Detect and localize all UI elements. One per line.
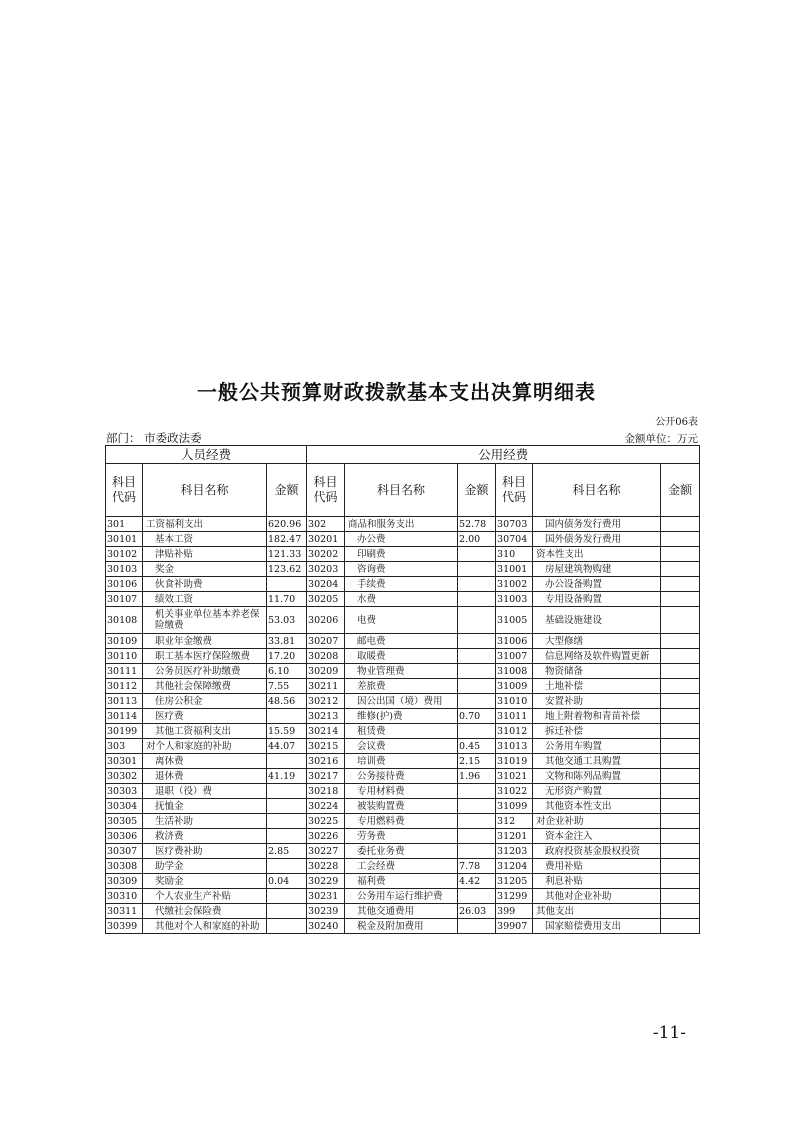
subject-name-cell: 奖金 — [143, 562, 267, 577]
amount-cell: 11.70 — [267, 592, 307, 607]
table-row — [106, 577, 700, 592]
amount-cell — [661, 739, 700, 754]
amount-cell — [458, 814, 496, 829]
subject-code-cell: 31203 — [496, 844, 533, 859]
subject-name-cell: 资本性支出 — [533, 547, 661, 562]
subject-name-cell: 物业管理费 — [345, 664, 458, 679]
amount-cell — [267, 709, 307, 724]
subject-name-cell: 国内债务发行费用 — [533, 517, 661, 532]
subject-code-cell: 30301 — [106, 754, 143, 769]
subject-name-cell: 国外债务发行费用 — [533, 532, 661, 547]
amount-cell — [267, 904, 307, 919]
amount-cell — [267, 829, 307, 844]
subject-code-cell: 31003 — [496, 592, 533, 607]
subject-code-cell: 31019 — [496, 754, 533, 769]
subject-code-cell: 30304 — [106, 799, 143, 814]
amount-cell: 41.19 — [267, 769, 307, 784]
subject-name-cell: 公务用车购置 — [533, 739, 661, 754]
subject-name-cell: 专用燃料费 — [345, 814, 458, 829]
subject-code-cell: 30209 — [307, 664, 345, 679]
subject-name-cell: 工会经费 — [345, 859, 458, 874]
subject-code-cell: 30217 — [307, 769, 345, 784]
subject-name-cell: 国家赔偿费用支出 — [533, 919, 661, 934]
subject-code-cell: 30109 — [106, 634, 143, 649]
subject-code-cell: 30212 — [307, 694, 345, 709]
amount-cell: 17.20 — [267, 649, 307, 664]
subject-code-cell: 30302 — [106, 769, 143, 784]
amount-cell: 0.45 — [458, 739, 496, 754]
subject-code-cell: 31201 — [496, 829, 533, 844]
subject-name-cell: 公务用车运行维护费 — [345, 889, 458, 904]
subject-code-cell: 30310 — [106, 889, 143, 904]
subject-code-cell: 30112 — [106, 679, 143, 694]
subject-name-cell: 印刷费 — [345, 547, 458, 562]
amount-cell — [661, 679, 700, 694]
subject-code-cell: 30108 — [106, 607, 143, 634]
amount-cell — [458, 829, 496, 844]
subject-code-cell: 303 — [106, 739, 143, 754]
column-header-row — [106, 464, 700, 517]
amount-cell — [267, 814, 307, 829]
amount-cell — [661, 769, 700, 784]
subject-name-cell: 办公设备购置 — [533, 577, 661, 592]
subject-code-cell: 30199 — [106, 724, 143, 739]
amount-cell — [267, 889, 307, 904]
table-row — [106, 562, 700, 577]
table-row — [106, 592, 700, 607]
amount-cell: 2.15 — [458, 754, 496, 769]
subject-name-cell: 劳务费 — [345, 829, 458, 844]
subject-name-cell: 个人农业生产补贴 — [143, 889, 267, 904]
subject-name-cell: 税金及附加费用 — [345, 919, 458, 934]
amount-cell — [267, 799, 307, 814]
subject-code-cell: 30110 — [106, 649, 143, 664]
amount-header: 金额 — [458, 464, 496, 517]
table-row — [106, 889, 700, 904]
amount-cell — [661, 889, 700, 904]
subject-code-cell: 30203 — [307, 562, 345, 577]
table-row — [106, 607, 700, 634]
table-row — [106, 517, 700, 532]
subject-name-cell: 水费 — [345, 592, 458, 607]
subject-code-cell: 30103 — [106, 562, 143, 577]
subject-name-cell: 拆迁补偿 — [533, 724, 661, 739]
subject-code-cell: 30216 — [307, 754, 345, 769]
subject-name-cell: 委托业务费 — [345, 844, 458, 859]
subject-name-cell: 费用补贴 — [533, 859, 661, 874]
subject-code-cell: 30101 — [106, 532, 143, 547]
amount-header: 金额 — [267, 464, 307, 517]
amount-cell: 123.62 — [267, 562, 307, 577]
amount-cell: 44.07 — [267, 739, 307, 754]
subject-code-cell: 31006 — [496, 634, 533, 649]
table-row — [106, 739, 700, 754]
subject-code-cell: 31204 — [496, 859, 533, 874]
table-row — [106, 547, 700, 562]
subject-code-cell: 30211 — [307, 679, 345, 694]
subject-code-cell: 30201 — [307, 532, 345, 547]
amount-cell: 121.33 — [267, 547, 307, 562]
subject-name-cell: 会议费 — [345, 739, 458, 754]
subject-code-cell: 30214 — [307, 724, 345, 739]
subject-name-cell: 差旅费 — [345, 679, 458, 694]
amount-cell: 0.04 — [267, 874, 307, 889]
subject-code-cell: 31099 — [496, 799, 533, 814]
table-row — [106, 679, 700, 694]
amount-cell — [458, 664, 496, 679]
subject-name-cell: 其他工资福利支出 — [143, 724, 267, 739]
amount-cell — [661, 577, 700, 592]
table-row — [106, 709, 700, 724]
subject-name-cell: 维修(护)费 — [345, 709, 458, 724]
subject-code-cell: 310 — [496, 547, 533, 562]
subject-name-cell: 取暖费 — [345, 649, 458, 664]
table-row — [106, 754, 700, 769]
subject-name-cell: 绩效工资 — [143, 592, 267, 607]
amount-cell — [661, 874, 700, 889]
amount-cell — [661, 814, 700, 829]
table-row — [106, 724, 700, 739]
subject-code-cell: 31001 — [496, 562, 533, 577]
subject-name-cell: 职工基本医疗保险缴费 — [143, 649, 267, 664]
subject-name-cell: 津贴补贴 — [143, 547, 267, 562]
subject-code-cell: 31005 — [496, 607, 533, 634]
amount-header: 金额 — [661, 464, 700, 517]
amount-cell — [661, 859, 700, 874]
subject-name-cell: 对企业补助 — [533, 814, 661, 829]
subject-name-cell: 租赁费 — [345, 724, 458, 739]
subject-code-cell: 30102 — [106, 547, 143, 562]
amount-cell — [661, 634, 700, 649]
table-row — [106, 799, 700, 814]
subject-name-cell: 邮电费 — [345, 634, 458, 649]
subject-code-cell: 31299 — [496, 889, 533, 904]
amount-cell: 7.55 — [267, 679, 307, 694]
subject-name-cell: 基础设施建设 — [533, 607, 661, 634]
subject-code-cell: 30114 — [106, 709, 143, 724]
amount-cell — [661, 754, 700, 769]
subject-code-cell: 30213 — [307, 709, 345, 724]
subject-code-cell: 30305 — [106, 814, 143, 829]
subject-code-cell: 31013 — [496, 739, 533, 754]
subject-code-cell: 31012 — [496, 724, 533, 739]
amount-cell: 1.96 — [458, 769, 496, 784]
department-label: 部门： 市委政法委 — [106, 431, 202, 445]
amount-cell — [661, 904, 700, 919]
amount-cell — [458, 562, 496, 577]
subject-name-cell: 助学金 — [143, 859, 267, 874]
amount-cell — [267, 859, 307, 874]
subject-code-cell: 30111 — [106, 664, 143, 679]
subject-code-cell: 30399 — [106, 919, 143, 934]
amount-cell — [661, 799, 700, 814]
subject-name-cell: 大型修缮 — [533, 634, 661, 649]
amount-cell: 53.03 — [267, 607, 307, 634]
amount-cell: 48.56 — [267, 694, 307, 709]
subject-name-cell: 电费 — [345, 607, 458, 634]
subject-name-cell: 物资储备 — [533, 664, 661, 679]
subject-name-cell: 代缴社会保险费 — [143, 904, 267, 919]
subject-code-cell: 31011 — [496, 709, 533, 724]
amount-cell — [661, 919, 700, 934]
personnel-expenses-header: 人员经费 — [106, 446, 307, 464]
subject-name-cell: 利息补贴 — [533, 874, 661, 889]
subject-name-cell: 专用材料费 — [345, 784, 458, 799]
subject-name-cell: 无形资产购置 — [533, 784, 661, 799]
amount-cell — [661, 784, 700, 799]
subject-name-cell: 手续费 — [345, 577, 458, 592]
subject-name-cell: 离休费 — [143, 754, 267, 769]
amount-cell — [458, 649, 496, 664]
subject-code-cell: 31008 — [496, 664, 533, 679]
subject-code-cell: 301 — [106, 517, 143, 532]
table-row — [106, 664, 700, 679]
subject-name-cell: 奖励金 — [143, 874, 267, 889]
subject-code-cell: 31022 — [496, 784, 533, 799]
amount-cell — [661, 562, 700, 577]
subject-code-cell: 39907 — [496, 919, 533, 934]
subject-name-cell: 对个人和家庭的补助 — [143, 739, 267, 754]
subject-name-cell: 福利费 — [345, 874, 458, 889]
amount-cell — [458, 694, 496, 709]
subject-name-cell: 资本金注入 — [533, 829, 661, 844]
subject-code-cell: 30224 — [307, 799, 345, 814]
code-header: 科目 代码 — [496, 464, 533, 517]
subject-code-cell: 31010 — [496, 694, 533, 709]
amount-cell — [267, 577, 307, 592]
public-expenses-header: 公用经费 — [307, 446, 700, 464]
subject-code-cell: 30231 — [307, 889, 345, 904]
subject-code-cell: 30113 — [106, 694, 143, 709]
subject-name-cell: 其他对企业补助 — [533, 889, 661, 904]
subject-name-cell: 其他支出 — [533, 904, 661, 919]
amount-cell: 6.10 — [267, 664, 307, 679]
subject-code-cell: 30206 — [307, 607, 345, 634]
subject-code-cell: 30229 — [307, 874, 345, 889]
amount-cell — [661, 517, 700, 532]
name-header: 科目名称 — [345, 464, 458, 517]
subject-name-cell: 商品和服务支出 — [345, 517, 458, 532]
amount-cell — [661, 592, 700, 607]
subject-name-cell: 专用设备购置 — [533, 592, 661, 607]
subject-name-cell: 因公出国（境）费用 — [345, 694, 458, 709]
amount-cell: 52.78 — [458, 517, 496, 532]
subject-name-cell: 退职（役）费 — [143, 784, 267, 799]
amount-cell — [458, 784, 496, 799]
amount-cell — [661, 694, 700, 709]
code-header: 科目 代码 — [307, 464, 345, 517]
name-header: 科目名称 — [143, 464, 267, 517]
subject-code-cell: 31205 — [496, 874, 533, 889]
subject-name-cell: 伙食补助费 — [143, 577, 267, 592]
subject-name-cell: 住房公积金 — [143, 694, 267, 709]
subject-name-cell: 咨询费 — [345, 562, 458, 577]
subject-name-cell: 信息网络及软件购置更新 — [533, 649, 661, 664]
subject-name-cell: 其他社会保障缴费 — [143, 679, 267, 694]
amount-cell — [458, 679, 496, 694]
amount-cell: 0.70 — [458, 709, 496, 724]
subject-name-cell: 工资福利支出 — [143, 517, 267, 532]
subject-name-cell: 机关事业单位基本养老保险缴费 — [143, 607, 267, 634]
subject-name-cell: 土地补偿 — [533, 679, 661, 694]
code-header: 科目 代码 — [106, 464, 143, 517]
amount-cell — [661, 649, 700, 664]
subject-code-cell: 31002 — [496, 577, 533, 592]
amount-cell — [458, 547, 496, 562]
amount-cell: 2.00 — [458, 532, 496, 547]
table-row — [106, 859, 700, 874]
subject-code-cell: 30106 — [106, 577, 143, 592]
subject-code-cell: 30208 — [307, 649, 345, 664]
subject-code-cell: 30226 — [307, 829, 345, 844]
table-row — [106, 904, 700, 919]
subject-name-cell: 职业年金缴费 — [143, 634, 267, 649]
subject-name-cell: 基本工资 — [143, 532, 267, 547]
subject-name-cell: 地上附着物和青苗补偿 — [533, 709, 661, 724]
form-number: 公开06表 — [655, 417, 698, 428]
subject-code-cell: 30704 — [496, 532, 533, 547]
amount-cell — [661, 844, 700, 859]
amount-unit-label: 金额单位：万元 — [624, 433, 698, 445]
subject-name-cell: 被装购置费 — [345, 799, 458, 814]
subject-name-cell: 培训费 — [345, 754, 458, 769]
amount-cell — [661, 724, 700, 739]
subject-code-cell: 30107 — [106, 592, 143, 607]
subject-code-cell: 31007 — [496, 649, 533, 664]
name-header: 科目名称 — [533, 464, 661, 517]
amount-cell — [458, 799, 496, 814]
subject-name-cell: 其他对个人和家庭的补助 — [143, 919, 267, 934]
amount-cell: 7.78 — [458, 859, 496, 874]
subject-code-cell: 30227 — [307, 844, 345, 859]
subject-code-cell: 30306 — [106, 829, 143, 844]
amount-cell: 620.96 — [267, 517, 307, 532]
table-row — [106, 634, 700, 649]
table-row — [106, 784, 700, 799]
subject-code-cell: 312 — [496, 814, 533, 829]
amount-cell — [661, 709, 700, 724]
subject-code-cell: 31021 — [496, 769, 533, 784]
subject-name-cell: 政府投资基金股权投资 — [533, 844, 661, 859]
amount-cell — [661, 532, 700, 547]
subject-name-cell: 退休费 — [143, 769, 267, 784]
subject-name-cell: 抚恤金 — [143, 799, 267, 814]
subject-name-cell: 救济费 — [143, 829, 267, 844]
amount-cell — [661, 829, 700, 844]
subject-name-cell: 其他交通费用 — [345, 904, 458, 919]
amount-cell — [458, 592, 496, 607]
subject-code-cell: 30225 — [307, 814, 345, 829]
subject-name-cell: 安置补助 — [533, 694, 661, 709]
amount-cell — [458, 577, 496, 592]
subject-code-cell: 30240 — [307, 919, 345, 934]
subject-name-cell: 医疗费补助 — [143, 844, 267, 859]
subject-name-cell: 房屋建筑物购建 — [533, 562, 661, 577]
table-body — [106, 517, 700, 934]
subject-name-cell: 其他资本性支出 — [533, 799, 661, 814]
amount-cell — [458, 919, 496, 934]
subject-code-cell: 30228 — [307, 859, 345, 874]
subject-name-cell: 生活补助 — [143, 814, 267, 829]
amount-cell — [267, 754, 307, 769]
amount-cell — [661, 547, 700, 562]
subject-name-cell: 其他交通工具购置 — [533, 754, 661, 769]
subject-name-cell: 办公费 — [345, 532, 458, 547]
amount-cell — [458, 607, 496, 634]
subject-code-cell: 31009 — [496, 679, 533, 694]
subject-code-cell: 30204 — [307, 577, 345, 592]
table-row — [106, 844, 700, 859]
subject-name-cell: 公务员医疗补助缴费 — [143, 664, 267, 679]
subject-code-cell: 30703 — [496, 517, 533, 532]
amount-cell: 4.42 — [458, 874, 496, 889]
subject-code-cell: 30215 — [307, 739, 345, 754]
page-title: 一般公共预算财政拨款基本支出决算明细表 — [197, 380, 596, 404]
amount-cell — [661, 664, 700, 679]
page-number: -11- — [652, 1023, 686, 1043]
amount-cell — [267, 919, 307, 934]
subject-code-cell: 30308 — [106, 859, 143, 874]
subject-code-cell: 30303 — [106, 784, 143, 799]
subject-code-cell: 30307 — [106, 844, 143, 859]
table-row — [106, 769, 700, 784]
subject-name-cell: 医疗费 — [143, 709, 267, 724]
subject-code-cell: 30207 — [307, 634, 345, 649]
subject-code-cell: 30311 — [106, 904, 143, 919]
amount-cell: 15.59 — [267, 724, 307, 739]
table-row — [106, 919, 700, 934]
subject-name-cell: 公务接待费 — [345, 769, 458, 784]
subject-code-cell: 30218 — [307, 784, 345, 799]
table-row — [106, 829, 700, 844]
table-row — [106, 874, 700, 889]
amount-cell — [458, 844, 496, 859]
table-row — [106, 694, 700, 709]
amount-cell: 182.47 — [267, 532, 307, 547]
amount-cell — [458, 634, 496, 649]
expenditure-detail-table — [105, 445, 700, 934]
amount-cell — [661, 607, 700, 634]
subject-code-cell: 30202 — [307, 547, 345, 562]
subject-code-cell: 30205 — [307, 592, 345, 607]
subject-code-cell: 30239 — [307, 904, 345, 919]
amount-cell: 26.03 — [458, 904, 496, 919]
subject-code-cell: 399 — [496, 904, 533, 919]
subject-code-cell: 302 — [307, 517, 345, 532]
subject-name-cell: 文物和陈列品购置 — [533, 769, 661, 784]
table-row — [106, 532, 700, 547]
amount-cell: 2.85 — [267, 844, 307, 859]
table-row — [106, 649, 700, 664]
table-row — [106, 814, 700, 829]
amount-cell — [458, 724, 496, 739]
amount-cell — [458, 889, 496, 904]
subject-code-cell: 30309 — [106, 874, 143, 889]
amount-cell: 33.81 — [267, 634, 307, 649]
amount-cell — [267, 784, 307, 799]
